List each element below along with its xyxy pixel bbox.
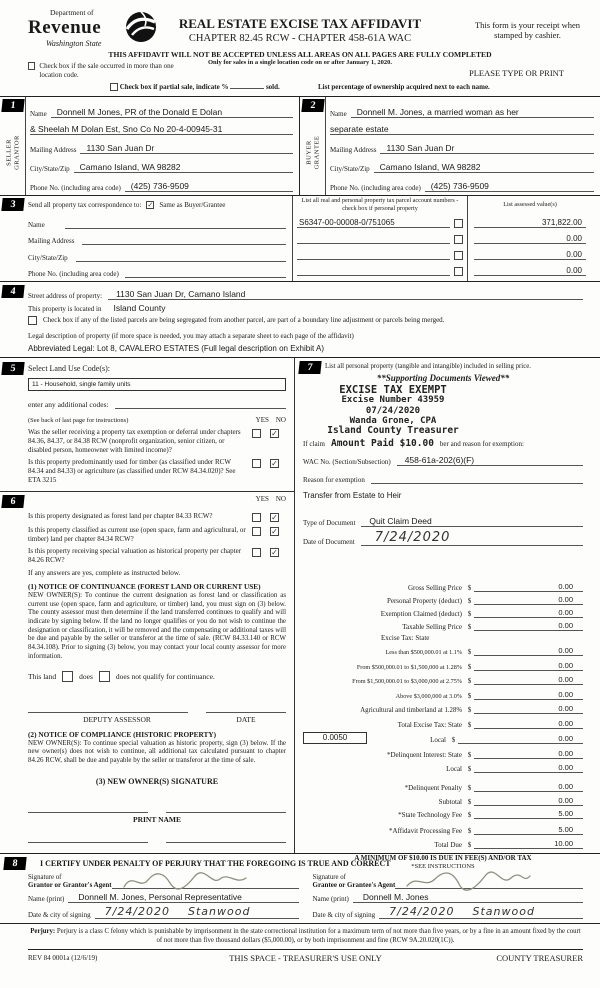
- grantor-signature-field[interactable]: [112, 871, 299, 889]
- corr-mailing-field[interactable]: [82, 244, 286, 245]
- buyer-name-field[interactable]: Donnell M. Jones, a married woman as her: [351, 107, 594, 118]
- grantee-date-field[interactable]: 7/24/2020: [389, 905, 455, 918]
- corr-name-label: Name: [28, 220, 45, 229]
- s5-question-1: Was the seller receiving a property tax exemption or deferral under chapters 84.36, 84.37, or 84.38 RCW (nonprofit organization, senior citizen, or disabled person, homeowner with limited income)?: [28, 428, 241, 454]
- buyer-mailing-label: Mailing Address: [330, 146, 377, 154]
- s5-question-2: Is this property predominantly used for timber (as classified under RCW 84.34 and 84.33) or agriculture (as classified under RCW 84.34.020)? See ETA 3215: [28, 458, 236, 484]
- corr-name-field[interactable]: [65, 228, 286, 229]
- s5-q2-yes-checkbox[interactable]: [252, 459, 261, 468]
- same-as-buyer-checkbox[interactable]: ✓: [147, 201, 154, 209]
- dollar-sign: $: [467, 750, 472, 759]
- fee-label: *State Technology Fee: [398, 811, 462, 820]
- grantee-signature-field[interactable]: [395, 871, 583, 889]
- wac-label: WAC No. (Section/Subsection): [303, 458, 391, 467]
- see-instructions-note: *SEE INSTRUCTIONS: [411, 862, 475, 870]
- assessed-value-field[interactable]: 0.00: [474, 234, 586, 244]
- parcel-number-field[interactable]: S6347-00-00008-0/751065: [297, 218, 450, 228]
- stamp-treasurer-office: Island County Treasurer: [327, 425, 459, 437]
- assessor-date-line[interactable]: [206, 712, 286, 713]
- continuance-body: NEW OWNER(S): To continue the current designation as forest land or classification as current use (open space, farm and agriculture, or timber) land, you must sign on (3) below. The county assessor must then determine if the land transferred continues to qualify and will indicate by signing below. If the land no longer qualifies or you do not wish to continue the designation or classification, it will be removed and the compensating or additional taxes will be due and payable by the seller or transferor at the time of sale. (RCW 84.33.140 or RCW 84.34.108). Prior to signing (3) below, you may contact your local county assessor for more information.: [28, 591, 286, 660]
- buyer-phone-field[interactable]: (425) 736-9509: [425, 181, 594, 192]
- street-address-field[interactable]: 1130 San Juan Dr, Camano Island: [108, 289, 583, 300]
- parcel-number-field[interactable]: [297, 259, 450, 260]
- stamp-exempt-line: EXCISE TAX EXEMPT: [339, 384, 447, 396]
- perjury-label: Perjury:: [30, 928, 56, 935]
- land-use-title: Select Land Use Code(s):: [28, 364, 110, 373]
- s6-q1-no-checkbox[interactable]: ✓: [271, 512, 278, 522]
- segregated-checkbox[interactable]: [28, 316, 37, 325]
- if-yes-note: If any answers are yes, complete as instructed below.: [28, 568, 181, 577]
- gross-selling-price-field[interactable]: 0.00: [474, 582, 583, 592]
- grantor-signature-label: Signature of Grantor or Grantor's Agent: [28, 874, 112, 889]
- total-due-field[interactable]: 10.00: [474, 839, 583, 849]
- grantee-signature: [403, 870, 533, 892]
- dollar-sign: $: [467, 622, 472, 631]
- dollar-sign: $: [467, 706, 472, 715]
- subtotal-field[interactable]: 0.00: [474, 796, 583, 806]
- perjury-text: Perjury is a class C felony which is punishable by imprisonment in the state correctional institution for a maximum term of not more than five years, or by a fine in an amount fixed by the court of not more than five thousand dollars ($5,000.00), or by both imprisonment and fine (RCW 9A.20.020(1C)).: [56, 928, 581, 944]
- right-column: [295, 358, 600, 870]
- section-6-badge: 6: [1, 495, 24, 508]
- seller-name-field[interactable]: Donnell M Jones, PR of the Donald E Dolan: [51, 107, 293, 118]
- reason-label: Reason for exemption: [303, 476, 365, 485]
- stamp-amount-paid: Amount Paid $10.00: [330, 438, 434, 450]
- please-type-label: PLEASE TYPE OR PRINT: [468, 68, 564, 78]
- section-4-badge: 4: [1, 285, 24, 298]
- segregated-label: Check box if any of the listed parcels are being segregated from another parcel, are part of a boundary line adjustment or parcels being merged.: [43, 316, 445, 324]
- fee-label: Local: [446, 765, 462, 774]
- s6-q1-yes-checkbox[interactable]: [252, 513, 261, 522]
- single-location-note: Only for sales in a single location code on or after January 1, 2020.: [208, 59, 392, 66]
- tax-correspondence-section: [0, 196, 600, 282]
- section-6-header: [0, 491, 294, 508]
- left-column: [0, 358, 295, 853]
- grantee-name-field[interactable]: Donnell M. Jones: [353, 892, 583, 903]
- dollar-sign: $: [467, 691, 472, 700]
- dollar-sign: $: [467, 648, 472, 657]
- section-2-badge: 2: [301, 99, 324, 112]
- fee-label: *Affidavit Processing Fee: [389, 827, 462, 836]
- treasurer-use-only-label: THIS SPACE - TREASURER'S USE ONLY: [229, 953, 382, 964]
- exemption-claimed-field[interactable]: 0.00: [474, 608, 583, 618]
- dept-of-label: Department of: [50, 8, 94, 17]
- stamp-date: 07/24/2020: [365, 405, 421, 416]
- dollar-sign: $: [467, 827, 472, 836]
- type-of-document-label: Type of Document: [303, 519, 356, 528]
- buyer-city-label: City/State/Zip: [330, 165, 370, 173]
- fee-label: Exemption Claimed (deduct): [380, 609, 462, 618]
- s5-q1-yes-checkbox[interactable]: [252, 429, 261, 438]
- delinquent-interest-state-field[interactable]: 0.00: [474, 749, 583, 759]
- personal-property-checkbox-2[interactable]: [454, 235, 463, 244]
- dollar-sign: $: [467, 609, 472, 618]
- parcel-number-field[interactable]: [297, 275, 450, 276]
- seller-name-field-2[interactable]: & Sheelah M Dolan Est, Sno Co No 20-4-00945-31: [30, 124, 293, 135]
- date-of-document-field[interactable]: 7/24/2020: [361, 530, 583, 546]
- fee-label: *Delinquent Interest: State: [386, 750, 462, 759]
- does-not-label: does not qualify for continuance.: [115, 671, 215, 681]
- new-owner-signature-title: (3) NEW OWNER(S) SIGNATURE: [95, 776, 219, 786]
- s6-question-3: Is this property receiving special valuation as historical property per chapter 84.26 RCW?: [28, 547, 242, 565]
- tier1-tax-field[interactable]: 0.00: [474, 646, 583, 656]
- send-correspondence-label: Send all property tax correspondence to:: [28, 201, 142, 209]
- dollar-sign: $: [467, 811, 472, 820]
- property-location-section: [0, 282, 600, 358]
- grantor-name-print-label: Name (print): [28, 895, 65, 903]
- grantor-city-field[interactable]: Stanwood: [188, 905, 251, 918]
- grantor-signing-block: [28, 871, 299, 919]
- form-header: [0, 0, 600, 96]
- local-tax-field[interactable]: 0.00: [458, 734, 583, 744]
- seller-phone-field[interactable]: (425) 736-9509: [125, 181, 293, 192]
- form-title: REAL ESTATE EXCISE TAX AFFIDAVIT: [178, 16, 422, 31]
- grantee-date-city-label: Date & city of signing: [312, 911, 376, 919]
- parcel-number-field[interactable]: [297, 243, 450, 244]
- wac-field[interactable]: 458-61a-202(6)(F): [397, 455, 583, 466]
- section-1-badge: 1: [1, 99, 24, 112]
- dor-logo: [28, 8, 168, 48]
- parties-section: [0, 96, 600, 196]
- street-address-label: Street address of property:: [28, 292, 103, 300]
- grantee-signature-label: Signature of Grantee or Grantee's Agent: [312, 874, 396, 889]
- revenue-label: Revenue: [28, 17, 102, 38]
- dollar-sign: $: [467, 596, 472, 605]
- exemption-line-pre: If claim: [303, 439, 325, 448]
- yes-header: YES: [255, 416, 269, 424]
- see-back-note: (See back of last page for instructions): [28, 417, 129, 424]
- buyer-rail: [300, 97, 326, 195]
- seller-mailing-field[interactable]: 1130 San Juan Dr: [80, 143, 293, 154]
- seller-mailing-label: Mailing Address: [30, 146, 77, 154]
- grantor-date-city-label: Date & city of signing: [28, 911, 91, 919]
- multi-location-label: Check box if the sale occurred in more than one location code.: [39, 62, 174, 79]
- taxable-selling-price-field[interactable]: 0.00: [474, 621, 583, 631]
- additional-codes-label: enter any additional codes:: [28, 400, 109, 409]
- personal-property-deduct-field[interactable]: 0.00: [474, 595, 583, 605]
- assessed-value-field[interactable]: 0.00: [474, 266, 586, 276]
- parcel-numbers-column: [293, 196, 468, 281]
- abbreviated-legal-field[interactable]: Abbreviated Legal: Lot 8, CAVALERO ESTATES (Full legal description on Exhibit A): [28, 344, 324, 353]
- stamp-treasurer-name: Wanda Grone, CPA: [349, 415, 437, 426]
- seller-name-label: Name: [30, 110, 47, 118]
- local-rate-box[interactable]: 0.0050: [303, 732, 367, 744]
- partial-sale-checkbox[interactable]: [110, 83, 118, 91]
- reason-value-field[interactable]: Transfer from Estate to Heir: [303, 491, 402, 501]
- minimum-due-note: A MINIMUM OF $10.00 IS DUE IN FEE(S) AND/OR TAX: [354, 853, 532, 862]
- fee-label: From $1,500,000.01 to $3,000,000 at 2.75%: [352, 678, 462, 686]
- assessed-value-field[interactable]: 0.00: [474, 250, 586, 260]
- new-owner-signature-line-1[interactable]: [28, 812, 148, 813]
- county-treasurer-label: COUNTY TREASURER: [496, 953, 583, 964]
- seller-rail: [0, 97, 26, 195]
- corr-phone-label: Phone No. (including area code): [28, 270, 119, 278]
- corr-mailing-label: Mailing Address: [28, 237, 75, 245]
- corr-city-field[interactable]: [76, 261, 286, 262]
- fee-label: Less than $500,000.01 at 1.1%: [385, 649, 462, 657]
- dollar-sign: $: [467, 840, 472, 849]
- dollar-sign: $: [467, 765, 472, 774]
- s6-q2-no-checkbox[interactable]: ✓: [271, 526, 278, 536]
- personal-property-checkbox-3[interactable]: [454, 251, 463, 260]
- does-qualify-checkbox[interactable]: [62, 671, 73, 682]
- buyer-side-label: BUYER GRANTEE: [305, 135, 320, 170]
- section-5-badge: 5: [1, 362, 24, 375]
- washington-state-label: Washington State: [46, 39, 102, 48]
- new-owner-signature-line-2[interactable]: [166, 812, 286, 813]
- fee-label: From $500,000.01 to $1,500,000 at 1.28%: [356, 663, 462, 671]
- no-header: NO: [275, 494, 286, 503]
- s6-q3-yes-checkbox[interactable]: [252, 548, 261, 557]
- grantor-signature: [120, 870, 250, 892]
- fee-label: Agricultural and timberland at 1.28%: [360, 707, 462, 715]
- agricultural-tax-field[interactable]: 0.00: [474, 704, 583, 714]
- fee-label: Total Due: [434, 840, 462, 849]
- dollar-sign: $: [467, 662, 472, 671]
- does-not-qualify-checkbox[interactable]: [99, 671, 110, 682]
- buyer-name-field-2[interactable]: separate estate: [330, 124, 594, 135]
- fee-label: *Delinquent Penalty: [404, 784, 462, 793]
- land-use-code-field[interactable]: 11 - Household, single family units: [28, 378, 286, 391]
- tier3-tax-field[interactable]: 0.00: [474, 675, 583, 685]
- receipt-note: This form is your receipt when stamped by cashier.: [474, 20, 581, 40]
- deputy-assessor-label: DEPUTY ASSESSOR: [83, 714, 151, 724]
- date-label: DATE: [236, 714, 256, 724]
- fee-label: Total Excise Tax: State: [397, 720, 462, 729]
- deputy-assessor-signature-line[interactable]: [28, 712, 188, 713]
- this-land-label: This land: [28, 671, 57, 681]
- s6-question-2: Is this property classified as current use (open space, farm and agricultural, or timber) land per chapter 84.34 RCW?: [28, 525, 246, 543]
- buyer-name-label: Name: [330, 110, 347, 118]
- yes-header: YES: [255, 494, 269, 503]
- buyer-mailing-field[interactable]: 1130 San Juan Dr: [380, 143, 594, 154]
- form-chapter: CHAPTER 82.45 RCW - CHAPTER 458-61A WAC: [188, 33, 412, 44]
- located-in-label: This property is located in: [28, 305, 102, 313]
- perjury-paragraph: [28, 928, 583, 945]
- buyer-city-field[interactable]: Camano Island, WA 98282: [374, 162, 594, 173]
- continuance-title: (1) NOTICE OF CONTINUANCE (FOREST LAND OR CURRENT USE): [28, 581, 261, 591]
- fee-label: Personal Property (deduct): [386, 596, 462, 605]
- new-owner-print-line-1[interactable]: [28, 842, 148, 843]
- excise-exempt-stamp: [313, 385, 473, 436]
- no-header: NO: [275, 416, 286, 424]
- seller-panel: [0, 97, 300, 195]
- partial-sale-label: Check box if partial sale, indicate %: [119, 83, 229, 91]
- seller-side-label: SELLER GRANTOR: [5, 135, 20, 170]
- legal-description-label: Legal description of property (if more space is needed, you may attach a separate sheet to each page of the affidavit): [28, 332, 354, 340]
- dollar-sign: $: [467, 583, 472, 592]
- fee-label: Taxable Selling Price: [402, 622, 462, 631]
- state-technology-fee-field[interactable]: 5.00: [474, 809, 583, 819]
- reason-line[interactable]: [371, 474, 583, 484]
- does-label: does: [79, 671, 93, 681]
- section-8-badge: 8: [3, 857, 26, 870]
- date-of-document-label: Date of Document: [303, 538, 355, 547]
- dollar-sign: $: [451, 736, 456, 745]
- print-name-label: PRINT NAME: [133, 814, 181, 824]
- corr-phone-field[interactable]: [125, 277, 286, 278]
- personal-property-checkbox-4[interactable]: [454, 267, 463, 276]
- fee-label: Local: [430, 736, 446, 745]
- personal-property-title: List all personal property (tangible and intangible) included in selling price.: [325, 363, 531, 370]
- county-field[interactable]: Island County: [113, 303, 166, 313]
- s5-q2-no-checkbox[interactable]: ✓: [271, 459, 278, 469]
- assessed-values-column: [468, 196, 600, 281]
- grantee-name-print-label: Name (print): [312, 895, 349, 903]
- corr-city-label: City/State/Zip: [28, 253, 68, 262]
- delinquent-penalty-field[interactable]: 0.00: [474, 782, 583, 792]
- type-of-document-field[interactable]: Quit Claim Deed: [361, 516, 583, 527]
- fee-label: Gross Selling Price: [407, 583, 462, 592]
- compliance-body: NEW OWNER(S): To continue special valuation as historic property, sign (3) below. If the new owner(s) does not wish to continue, all additional tax calculated pursuant to chapter 84.26 RCW, shall be due and payable by the seller or transferor at the time of sale.: [28, 739, 286, 764]
- footer-bar: [28, 949, 583, 963]
- excise-tax-state-header: Excise Tax: State: [381, 633, 430, 642]
- form-revision-number: REV 84 0001a (12/6/19): [28, 954, 98, 963]
- s5-q1-no-checkbox[interactable]: ✓: [271, 429, 278, 438]
- dollar-sign: $: [467, 797, 472, 806]
- total-excise-state-field[interactable]: 0.00: [474, 719, 583, 729]
- fee-label: Subtotal: [438, 797, 462, 806]
- s6-q3-no-checkbox[interactable]: ✓: [271, 548, 278, 558]
- grantor-date-field[interactable]: 7/24/2020: [104, 905, 171, 918]
- section-7-badge: 7: [298, 361, 321, 374]
- s6-q2-yes-checkbox[interactable]: [252, 527, 261, 536]
- tier2-tax-field[interactable]: 0.00: [474, 661, 583, 671]
- grantee-signing-block: [313, 871, 584, 919]
- delinquent-interest-local-field[interactable]: 0.00: [474, 763, 583, 773]
- personal-property-checkbox-1[interactable]: [454, 219, 463, 228]
- stamp-excise-number: Excise Number 43959: [341, 395, 445, 406]
- grantor-name-field[interactable]: Donnell M. Jones, Personal Representative: [68, 892, 298, 903]
- supporting-documents-stamp: **Supporting Documents Viewed**: [376, 373, 510, 383]
- multi-location-checkbox[interactable]: [28, 62, 35, 70]
- additional-codes-field[interactable]: [115, 408, 286, 409]
- new-owner-print-line-2[interactable]: [166, 842, 286, 843]
- partial-sale-percent-field[interactable]: [230, 88, 264, 89]
- s6-question-1: Is this property designated as forest land per chapter 84.33 RCW?: [28, 511, 213, 520]
- buyer-phone-label: Phone No. (including area code): [330, 184, 421, 192]
- grantee-city-field[interactable]: Stanwood: [472, 905, 535, 918]
- assessed-value-header: List assessed value(s): [503, 201, 557, 208]
- buyer-panel: [300, 97, 600, 195]
- assessed-value-field[interactable]: 371,822.00: [474, 218, 586, 228]
- acceptance-notice: THIS AFFIDAVIT WILL NOT BE ACCEPTED UNLESS ALL AREAS ON ALL PAGES ARE FULLY COMPLETED: [108, 50, 492, 59]
- affidavit-processing-fee-field[interactable]: 5.00: [474, 825, 583, 835]
- dollar-sign: $: [467, 784, 472, 793]
- certification-section: [0, 854, 600, 924]
- certify-statement: I CERTIFY UNDER PENALTY OF PERJURY THAT THE FOREGOING IS TRUE AND CORRECT: [40, 859, 391, 868]
- partial-sale-sold-label: sold.: [265, 83, 280, 91]
- seller-city-label: City/State/Zip: [30, 165, 70, 173]
- dollar-sign: $: [467, 720, 472, 729]
- tier4-tax-field[interactable]: 0.00: [474, 690, 583, 700]
- ownership-note: List percentage of ownership acquired next to each name.: [318, 83, 490, 91]
- seller-phone-label: Phone No. (including area code): [30, 184, 121, 192]
- section-3-badge: 3: [1, 198, 24, 211]
- exemption-line-post: ber and reason for exemption:: [439, 439, 524, 448]
- form-footer: [0, 924, 600, 988]
- parcel-column-header: List all real and personal property tax parcel account numbers - check box if personal property: [301, 197, 459, 212]
- fee-label: Above $3,000,000 at 3.0%: [395, 692, 462, 700]
- seller-city-field[interactable]: Camano Island, WA 98282: [74, 162, 293, 173]
- dollar-sign: $: [467, 677, 472, 686]
- compliance-title: (2) NOTICE OF COMPLIANCE (HISTORIC PROPERTY): [28, 729, 217, 739]
- same-as-buyer-label: Same as Buyer/Grantee: [159, 201, 226, 209]
